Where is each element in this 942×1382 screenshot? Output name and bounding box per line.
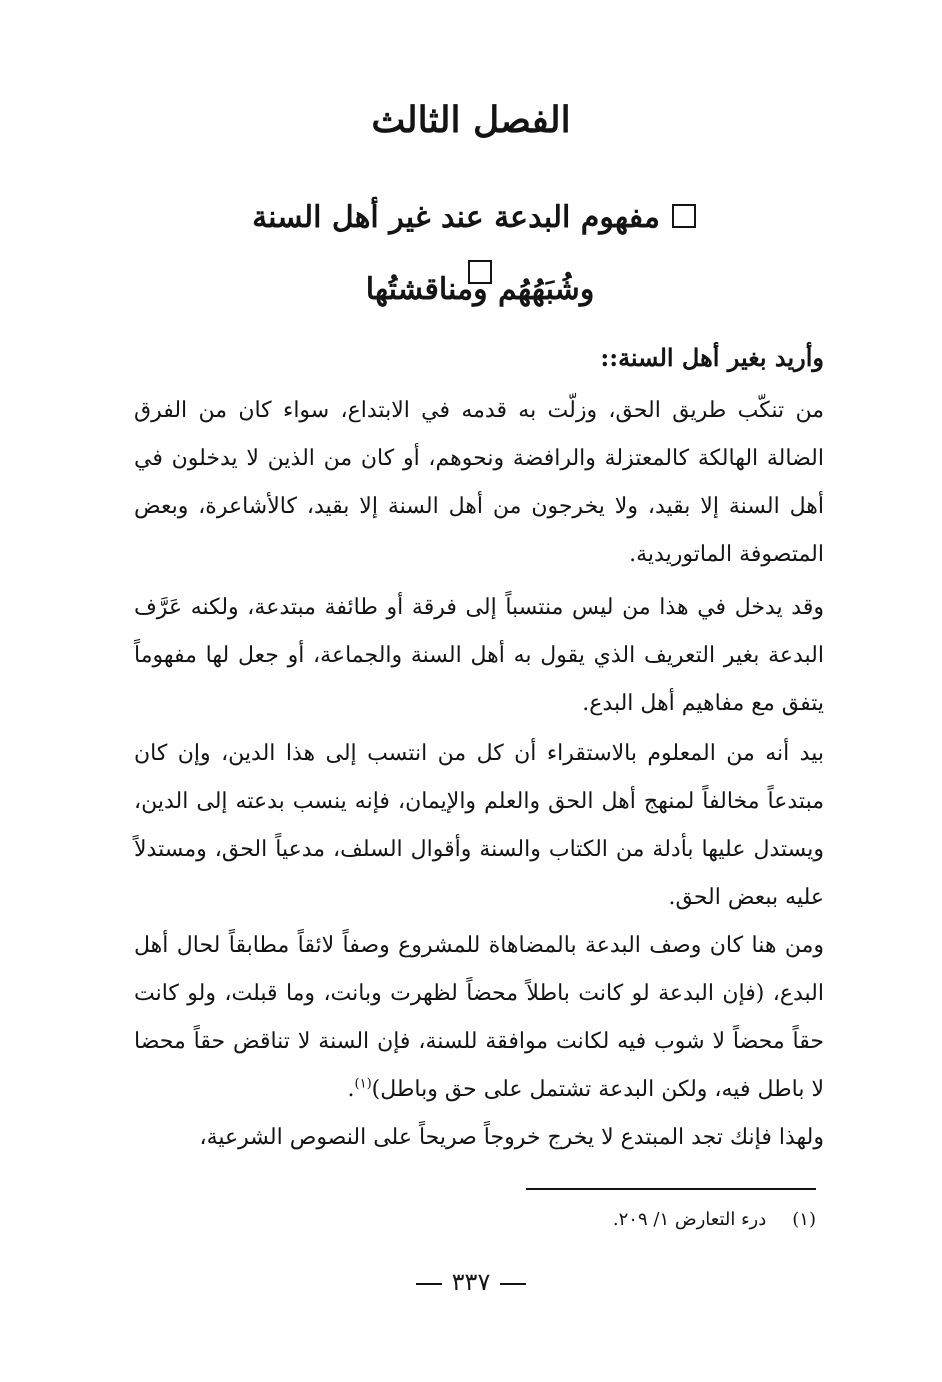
square-bullet-icon (672, 204, 696, 228)
paragraph-text: ومن هنا كان وصف البدعة بالمضاهاة للمشروع وصفاً لائقاً مطابقاً لحال أهل البدع، (فإن البدعة لو كانت باطلاً محضاً لظهرت وبانت، وما قبلت، ولو كانت حقاً محضاً لا شوب فيه لكانت موافقة للسنة، فإن السنة لا تناقض حقاً محضا لا باطل فيه، ولكن البدعة تشتمل على حق وباطل) (134, 933, 824, 1102)
footnote-marker: (١) (354, 1076, 372, 1092)
paragraph: وقد يدخل في هذا من ليس منتسباً إلى فرقة أو طائفة مبتدعة، ولكنه عَرَّف البدعة بغير التعريف الذي يقول به أهل السنة والجماعة، أو جعل لها مفهوماً يتفق مع مفاهيم أهل البدع. (134, 595, 824, 716)
paragraph: ومن هنا كان وصف البدعة بالمضاهاة للمشروع وصفاً لائقاً مطابقاً لحال أهل البدع، (فإن البدعة لو كانت باطلاً محضاً لظهرت وبانت، وما قبلت، ولو كانت حقاً محضاً لا شوب فيه لكانت موافقة للسنة، فإن السنة لا تناقض حقاً محضا لا باطل فيه، ولكن البدعة تشتمل على حق وباطل)$^{(١)}$. (134, 933, 824, 1102)
footnote-number: (١) (792, 1209, 816, 1230)
section-subheading: وشُبَهُهُم ومناقشتُها (365, 272, 595, 307)
paragraph: من تنكّب طريق الحق، وزلّت به قدمه في الابتداع، سواء كان من الفرق الضالة الهالكة كالمعتزلة والرافضة ونحوهم، أو كان من الذين لا يدخلون في أهل السنة إلا بقيد، ولا يخرجون من أهل السنة إلا بقيد، كالأشاعرة، وبعض المتصوفة الماتوريدية. (134, 398, 824, 567)
section-heading-text: مفهوم البدعة عند غير أهل السنة (252, 200, 660, 235)
dash-icon (416, 1283, 442, 1285)
dash-icon (500, 1283, 526, 1285)
chapter-title: الفصل الثالث (371, 99, 571, 141)
page-number (0, 1262, 942, 1302)
footnote-text: درء التعارض ١/ ٢٠٩. (612, 1209, 767, 1230)
footnote (613, 1205, 816, 1235)
footnote-divider (526, 1188, 816, 1190)
page-number-text: ٣٣٧ (451, 1268, 491, 1296)
intro-label: وأريد بغير أهل السنة:: (600, 343, 824, 372)
paragraph: ولهذا فإنك تجد المبتدع لا يخرج خروجاً صريحاً على النصوص الشرعية، (199, 1125, 824, 1150)
paragraph: بيد أنه من المعلوم بالاستقراء أن كل من انتسب إلى هذا الدين، وإن كان مبتدعاً مخالفاً لمنهج أهل الحق والعلم والإيمان، فإنه ينسب بدعته إلى الدين، ويستدل عليها بأدلة من الكتاب والسنة وأقوال السلف، مدعياً الحق، ومستدلاً عليه ببعض الحق. (134, 741, 824, 910)
